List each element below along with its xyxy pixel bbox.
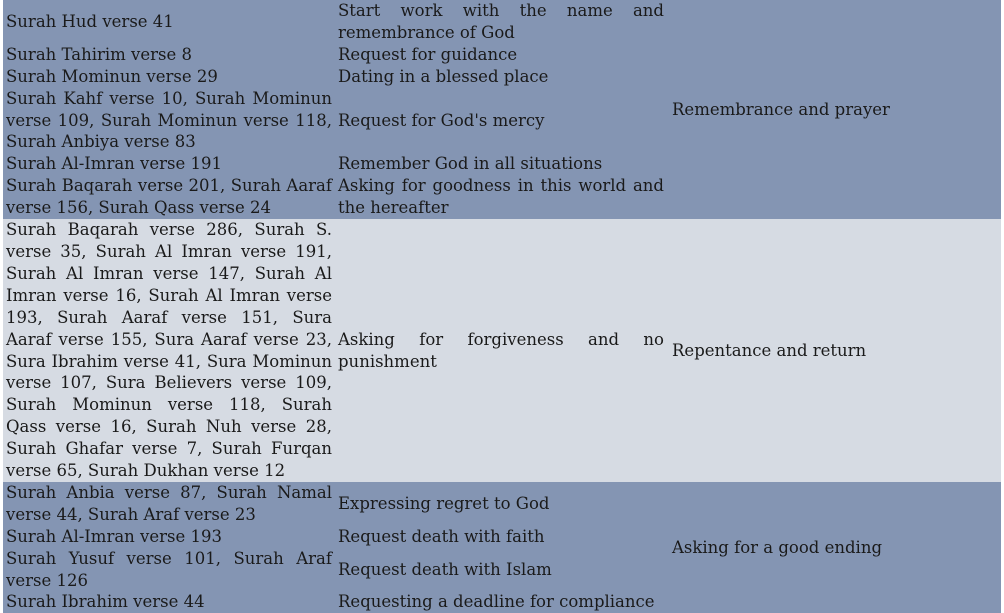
- verse-references: Surah Ibrahim verse 44: [3, 591, 335, 613]
- verse-references: Surah Anbia verse 87, Surah Namal verse 44, Surah Araf verse 23: [3, 482, 335, 526]
- supplication-description: Requesting a deadline for compliance: [335, 591, 667, 613]
- supplication-description: Expressing regret to God: [335, 482, 667, 526]
- verse-references: Surah Mominun verse 29: [3, 66, 335, 88]
- supplication-description: Remember God in all situations: [335, 153, 667, 175]
- supplication-description: Asking for goodness in this world and the hereafter: [335, 175, 667, 219]
- category-label: Asking for a good ending: [667, 482, 1001, 613]
- supplication-description: Request death with faith: [335, 526, 667, 548]
- supplication-description: Request for God's mercy: [335, 88, 667, 154]
- table-row: [3, 219, 1001, 482]
- verse-references: Surah Hud verse 41: [3, 0, 335, 44]
- supplication-description: Asking for forgiveness and no punishment: [335, 219, 667, 482]
- category-label: Repentance and return: [667, 219, 1001, 482]
- category-label: Remembrance and prayer: [667, 0, 1001, 219]
- table-row: [3, 482, 1001, 526]
- verse-references: Surah Yusuf verse 101, Surah Araf verse 126: [3, 548, 335, 592]
- supplication-table: [3, 0, 1001, 613]
- verse-references: Surah Baqarah verse 286, Surah S. verse 35, Surah Al Imran verse 191, Surah Al Imran verse 147, Surah Al Imran verse 16, Surah Al Imran verse 193, Surah Aaraf verse 151, Sura Aaraf verse 155, Sura Aaraf verse 23, Sura Ibrahim verse 41, Sura Mominun verse 107, Sura Believers verse 109, Surah Mominun verse 118, Surah Qass verse 16, Surah Nuh verse 28, Surah Ghafar verse 7, Surah Furqan verse 65, Surah Dukhan verse 12: [3, 219, 335, 482]
- verse-references: Surah Al-Imran verse 191: [3, 153, 335, 175]
- verse-references: Surah Tahirim verse 8: [3, 44, 335, 66]
- supplication-description: Request for guidance: [335, 44, 667, 66]
- table-row: [3, 0, 1001, 44]
- verse-references: Surah Baqarah verse 201, Surah Aaraf verse 156, Surah Qass verse 24: [3, 175, 335, 219]
- supplication-description: Start work with the name and remembrance of God: [335, 0, 667, 44]
- supplication-description: Request death with Islam: [335, 548, 667, 592]
- verse-references: Surah Kahf verse 10, Surah Mominun verse 109, Surah Mominun verse 118, Surah Anbiya verse 83: [3, 88, 335, 154]
- verse-references: Surah Al-Imran verse 193: [3, 526, 335, 548]
- supplication-description: Dating in a blessed place: [335, 66, 667, 88]
